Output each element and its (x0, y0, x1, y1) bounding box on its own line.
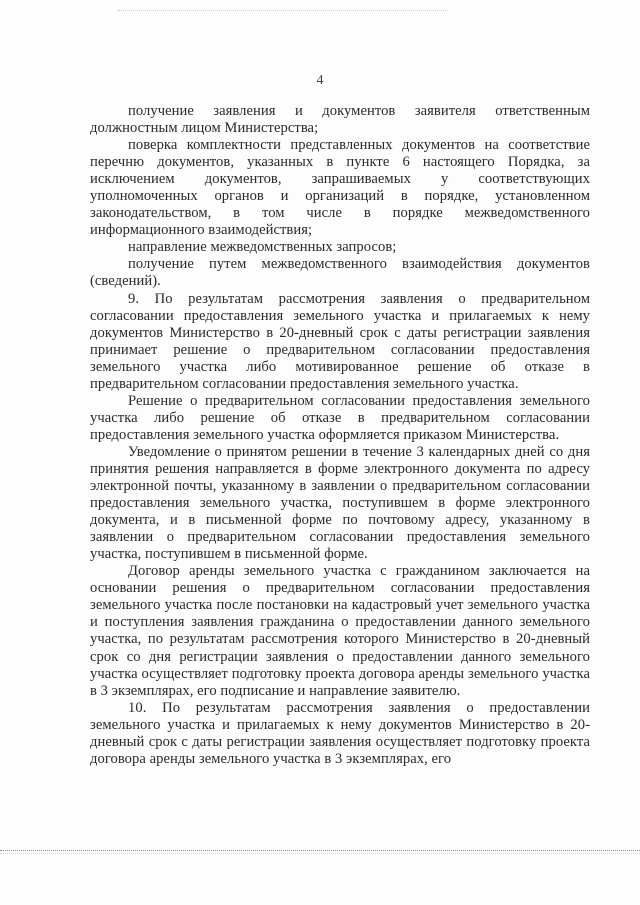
page-number: 4 (316, 73, 324, 88)
scan-edge-bottom-secondary (0, 853, 640, 854)
paragraph-item-10: 10. По результатам рассмотрения заявления о предоставлении земельного участка и прилагаемых к нему документов Министерство в 20-дневный срок с даты регистрации заявления осуществляет подготовку проекта договора аренды земельного участка в 3 экземплярах, его (90, 699, 590, 767)
document-body (90, 103, 590, 768)
paragraph: направление межведомственных запросов; (128, 239, 397, 256)
scan-edge-top (118, 10, 448, 13)
paragraph-item-9: 9. По результатам рассмотрения заявления о предварительном согласовании предоставления земельного участка и прилагаемых к нему документов Министерство в 20-дневный срок с даты регистрации заявления принимает решение о предварительном согласовании предоставления земельного участка либо мотивированное решение об отказе в предварительном согласовании предоставления земельного участка. (90, 290, 590, 392)
paragraph: Договор аренды земельного участка с гражданином заключается на основании решения о предварительном согласовании предоставления земельного участка после постановки на кадастровый учет земельного участка и поступления заявления гражданина о предоставлении данного земельного участка, по результатам рассмотрения которого Министерство в 20-дневный срок со дня регистрации заявления о предоставлении данного земельного участка осуществляет подготовку проекта договора аренды земельного участка в 3 экземплярах, его подписание и направление заявителю. (90, 563, 590, 699)
paragraph: Уведомление о принятом решении в течение 3 календарных дней со дня принятия решения направляется в форме электронного документа по адресу электронной почты, указанному в заявлении о предварительном согласовании предоставления земельного участка, поступившем в форме электронного документа, и в письменной форме по почтовому адресу, указанному в заявлении о предварительном согласовании предоставления земельного участка, поступившем в письменной форме. (90, 443, 590, 563)
scan-edge-bottom (0, 850, 640, 851)
paragraph: Решение о предварительном согласовании предоставления земельного участка либо решение об отказе в предварительном согласовании предоставления земельного участка оформляется приказом Министерства. (90, 392, 590, 443)
paragraph: получение заявления и документов заявителя ответственным должностным лицом Министерства; (90, 103, 590, 137)
paragraph: поверка комплектности представленных документов на соответствие перечню документов, указанных в пункте 6 настоящего Порядка, за исключением документов, запрашиваемых у соответствующих уполномоченных органов и организаций в порядке, установленном законодательством, в том числе в порядке межведомственного информационного взаимодействия; (90, 137, 590, 239)
paragraph: получение путем межведомственного взаимодействия документов (сведений). (90, 256, 590, 290)
